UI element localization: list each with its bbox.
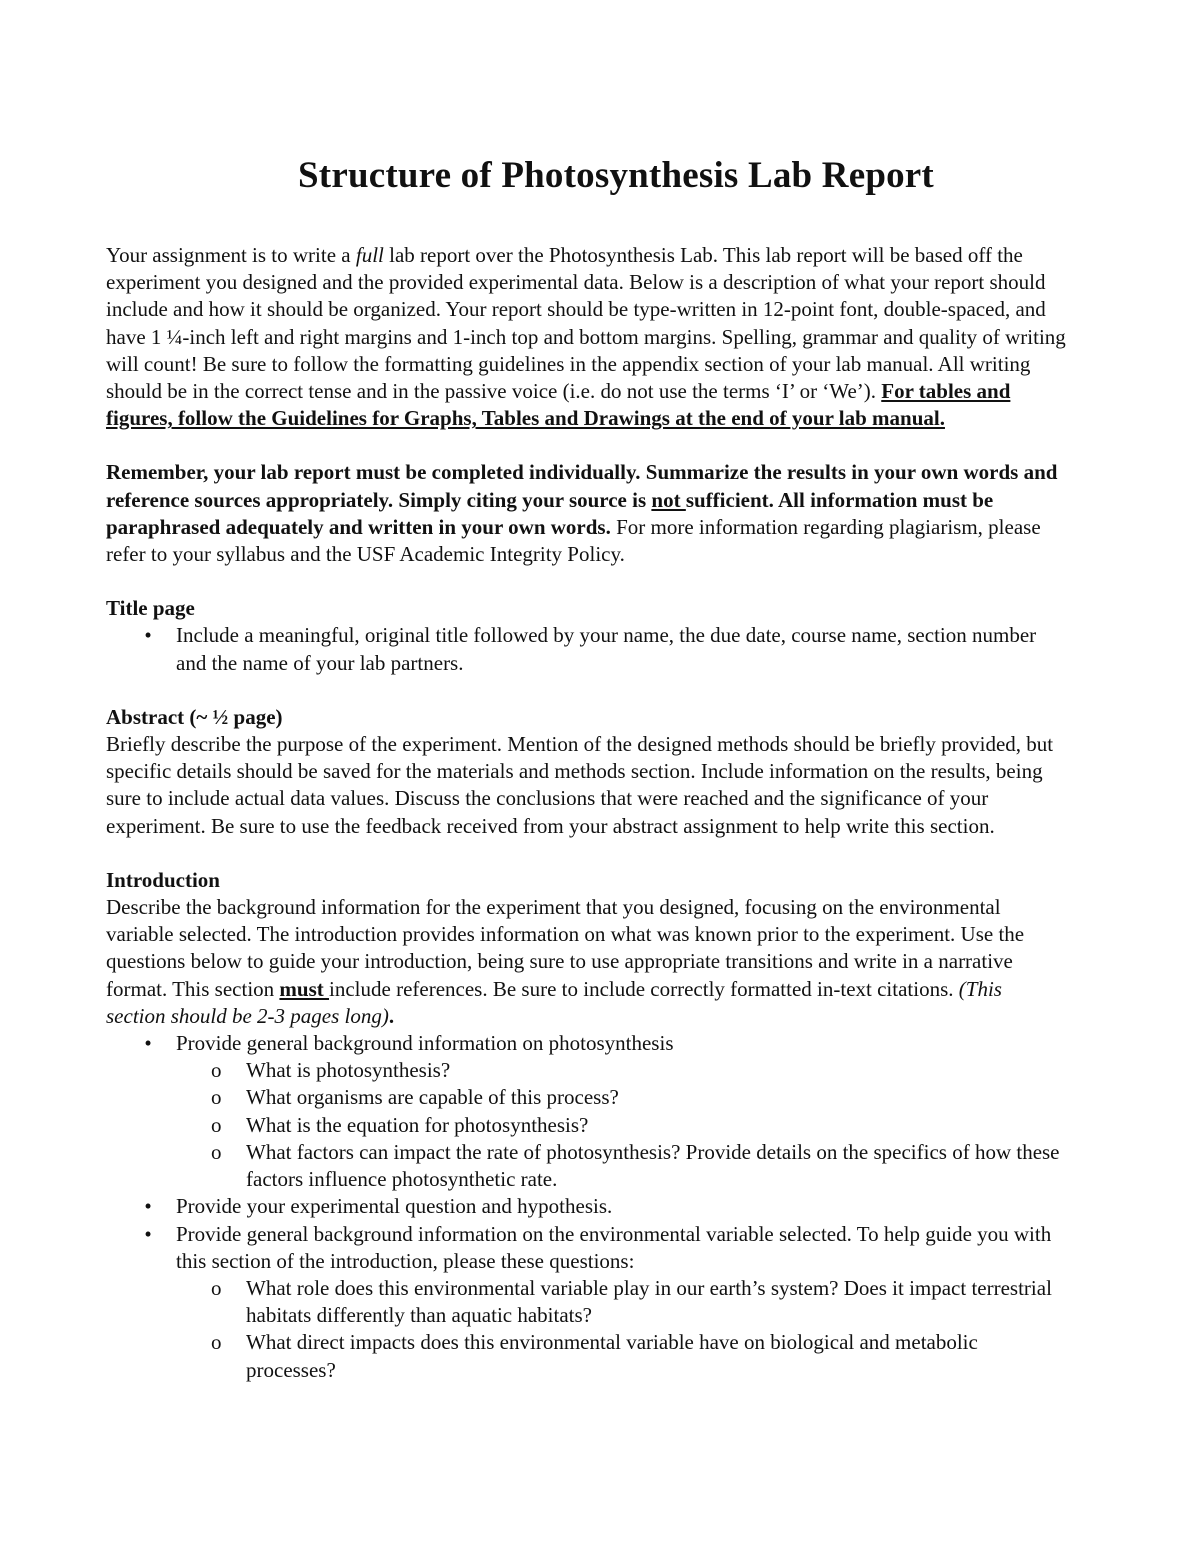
sub-list-item <box>211 1139 1066 1193</box>
circle-bullet-icon: o <box>211 1085 222 1110</box>
abstract-section <box>106 704 1066 840</box>
bullet-icon: • <box>144 1031 152 1056</box>
sub-list-item <box>211 1329 1066 1383</box>
introduction-must: must <box>279 976 330 1001</box>
list-item <box>144 1221 1066 1384</box>
sub-list-item <box>211 1084 1066 1111</box>
spacer <box>106 432 1066 459</box>
list-item <box>144 1030 1066 1193</box>
list-item-text: Provide your experimental question and hypothesis. <box>176 1194 613 1219</box>
circle-bullet-icon: o <box>211 1112 222 1137</box>
introduction-length-note: (This section should be 2-3 pages long) <box>106 976 1002 1028</box>
remember-bold-1: Remember, your lab report must be completed individually. Summarize the results in your own words and reference sources appropriately. Simply citing your source is <box>106 460 1058 512</box>
sub-list-item-text: What is photosynthesis? <box>246 1058 451 1083</box>
sub-list-item <box>211 1112 1066 1139</box>
title-page-heading: Title page <box>106 596 195 621</box>
list-item-text: Include a meaningful, original title followed by your name, the due date, course name, section number and the name of your lab partners. <box>176 623 1037 675</box>
sub-list-item-text: What is the equation for photosynthesis? <box>246 1112 589 1137</box>
list-item-text: Provide general background information on photosynthesis <box>176 1031 674 1056</box>
circle-bullet-icon: o <box>211 1275 222 1300</box>
spacer <box>106 840 1066 867</box>
sub-list-item-text: What direct impacts does this environmental variable have on biological and metabolic processes? <box>246 1330 978 1382</box>
introduction-period: . <box>388 1003 395 1028</box>
intro-guidelines-note: For tables and figures, follow the Guidelines for Graphs, Tables and Drawings at the end of your lab manual. <box>106 379 1011 431</box>
circle-bullet-icon: o <box>211 1330 222 1355</box>
sub-list <box>176 1057 1066 1193</box>
introduction-section <box>106 867 1066 1384</box>
assignment-intro <box>106 242 1066 432</box>
spacer <box>106 568 1066 595</box>
abstract-body: Briefly describe the purpose of the experiment. Mention of the designed methods should be briefly provided, but specific details should be saved for the materials and methods section. Include information on the results, being sure to include actual data values. Discuss the conclusions that were reached and the significance of your experiment. Be sure to use the feedback received from your abstract assignment to help write this section. <box>106 732 1054 838</box>
document-page <box>106 150 1066 1384</box>
introduction-text-1: Describe the background information for the experiment that you designed, focusing on the environmental variable selected. The introduction provides information on what was known prior to the experiment. Use the questions below to guide your introduction, being sure to use appropriate transitions and write in a narrative format. This section <box>106 895 1025 1001</box>
sub-list-item-text: What factors can impact the rate of photosynthesis? Provide details on the specifics of how these factors influence photosynthetic rate. <box>246 1139 1060 1192</box>
circle-bullet-icon: o <box>211 1058 222 1083</box>
sub-list <box>176 1275 1066 1384</box>
spacer <box>106 677 1066 704</box>
bullet-icon: • <box>144 1221 152 1246</box>
introduction-list <box>106 1030 1066 1384</box>
sub-list-item <box>211 1275 1066 1329</box>
sub-list-item <box>211 1057 1066 1084</box>
intro-text-1: Your assignment is to write a <box>106 243 356 267</box>
remember-paragraph <box>106 459 1066 568</box>
remember-bold-2: sufficient. All information must be paraphrased adequately and written in your own words. <box>106 487 994 539</box>
remember-plain: For more information regarding plagiarism, please refer to your syllabus and the USF Academic Integrity Policy. <box>106 514 1041 567</box>
sub-list-item-text: What organisms are capable of this process? <box>246 1085 619 1110</box>
assignment-paragraph <box>106 242 1066 432</box>
sub-list-item-text: What role does this environmental variable play in our earth’s system? Does it impact terrestrial habitats differently than aquatic habitats? <box>246 1275 1052 1328</box>
list-item <box>144 1193 1066 1220</box>
introduction-heading: Introduction <box>106 867 220 892</box>
introduction-body <box>106 894 1066 1030</box>
intro-text-2: lab report over the Photosynthesis Lab. This lab report will be based off the experiment you designed and the provided experimental data. Below is a description of what your report should include and how it should be organized. Your report should be type-written in 12-point font, double-spaced, and have 1 ¼-inch left and right margins and 1-inch top and bottom margins. Spelling, grammar and quality of writing will count! Be sure to follow the formatting guidelines in the appendix section of your lab manual. All writing should be in the correct tense and in the passive voice (i.e. do not use the terms ‘I’ or ‘We’). <box>106 243 1066 404</box>
title-page-section <box>106 595 1066 677</box>
introduction-text-2: include references. Be sure to include correctly formatted in-text citations. <box>329 976 959 1001</box>
circle-bullet-icon: o <box>211 1139 222 1164</box>
intro-italic-full: full <box>355 243 384 267</box>
bullet-icon: • <box>144 623 152 648</box>
remember-not: not <box>651 487 686 512</box>
list-item <box>144 622 1066 676</box>
bullet-icon: • <box>144 1194 152 1219</box>
abstract-heading: Abstract (~ ½ page) <box>106 704 283 729</box>
document-title: Structure of Photosynthesis Lab Report <box>298 155 934 196</box>
title-page-list <box>106 622 1066 676</box>
list-item-text: Provide general background information on the environmental variable selected. To help guide you with this section of the introduction, please these questions: <box>176 1221 1052 1273</box>
